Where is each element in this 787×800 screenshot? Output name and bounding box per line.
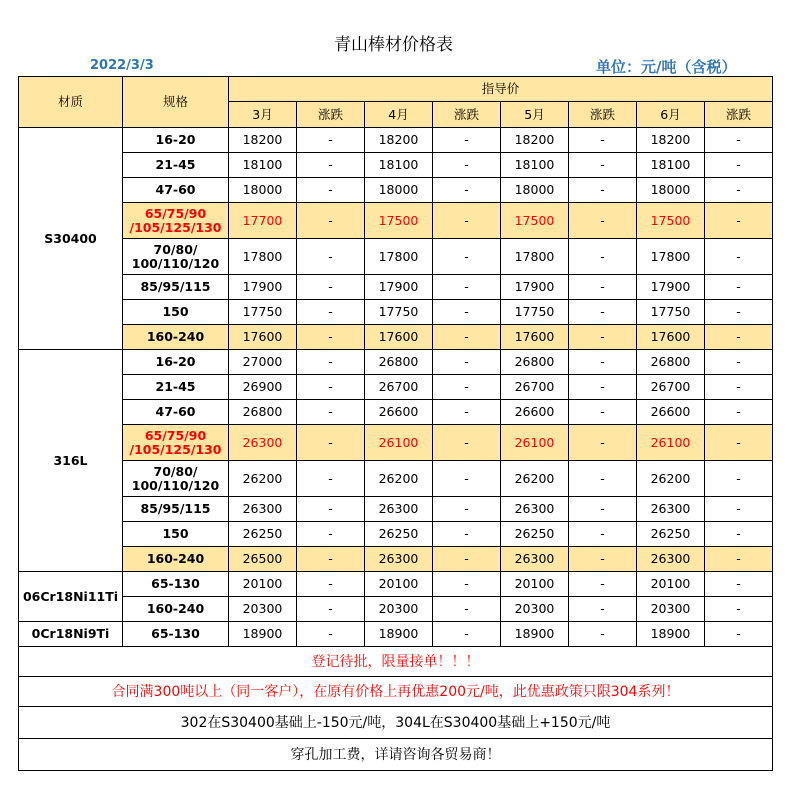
table-row — [19, 203, 773, 239]
spec-cell: 65-130 — [123, 622, 229, 647]
change-cell: - — [433, 128, 501, 153]
change-cell: - — [433, 597, 501, 622]
change-cell: - — [297, 522, 365, 547]
price-cell: 26250 — [637, 522, 705, 547]
price-cell: 26300 — [229, 497, 297, 522]
change-cell: - — [569, 350, 637, 375]
price-cell: 26300 — [365, 547, 433, 572]
change-cell: - — [297, 325, 365, 350]
spec-cell: 85/95/115 — [123, 497, 229, 522]
change-cell: - — [569, 239, 637, 275]
spec-cell: 160-240 — [123, 325, 229, 350]
change-cell: - — [705, 622, 773, 647]
price-cell: 26250 — [365, 522, 433, 547]
price-cell: 17500 — [365, 203, 433, 239]
header-change: 涨跌 — [433, 102, 501, 128]
price-cell: 20100 — [637, 572, 705, 597]
table-row — [19, 461, 773, 497]
change-cell: - — [433, 547, 501, 572]
change-cell: - — [569, 547, 637, 572]
table-row — [19, 597, 773, 622]
table-row — [19, 275, 773, 300]
price-cell: 26800 — [365, 350, 433, 375]
change-cell: - — [433, 497, 501, 522]
price-cell: 17600 — [365, 325, 433, 350]
price-cell: 20100 — [365, 572, 433, 597]
header-month: 4月 — [365, 102, 433, 128]
change-cell: - — [569, 522, 637, 547]
price-cell: 18200 — [229, 128, 297, 153]
price-cell: 26300 — [637, 497, 705, 522]
unit-label: 单位：元/吨（含税） — [596, 58, 737, 76]
price-cell: 17900 — [229, 275, 297, 300]
price-cell: 26800 — [501, 350, 569, 375]
price-cell: 17600 — [637, 325, 705, 350]
spec-cell: 47-60 — [123, 400, 229, 425]
change-cell: - — [569, 128, 637, 153]
price-cell: 26700 — [637, 375, 705, 400]
note-text: 302在S30400基础上-150元/吨，304L在S30400基础上+150元/吨 — [19, 707, 773, 739]
change-cell: - — [297, 203, 365, 239]
price-cell: 26800 — [229, 400, 297, 425]
price-cell: 17800 — [365, 239, 433, 275]
spec-cell: 65/75/90 /105/125/130 — [123, 203, 229, 239]
spec-cell: 70/80/ 100/110/120 — [123, 239, 229, 275]
header-change: 涨跌 — [705, 102, 773, 128]
change-cell: - — [705, 400, 773, 425]
header-guide-price: 指导价 — [229, 77, 773, 102]
change-cell: - — [297, 153, 365, 178]
price-cell: 17500 — [637, 203, 705, 239]
header-row-1 — [19, 77, 773, 102]
change-cell: - — [705, 239, 773, 275]
change-cell: - — [297, 128, 365, 153]
change-cell: - — [297, 461, 365, 497]
change-cell: - — [297, 497, 365, 522]
change-cell: - — [297, 239, 365, 275]
price-cell: 26200 — [637, 461, 705, 497]
change-cell: - — [433, 300, 501, 325]
change-cell: - — [297, 400, 365, 425]
price-cell: 26300 — [229, 425, 297, 461]
price-cell: 26300 — [637, 547, 705, 572]
change-cell: - — [569, 425, 637, 461]
spec-cell: 16-20 — [123, 128, 229, 153]
price-cell: 17500 — [501, 203, 569, 239]
change-cell: - — [705, 350, 773, 375]
change-cell: - — [297, 178, 365, 203]
price-cell: 26200 — [365, 461, 433, 497]
change-cell: - — [433, 461, 501, 497]
table-row — [19, 497, 773, 522]
price-cell: 18100 — [501, 153, 569, 178]
note-text: 登记待批，限量接单！！！ — [19, 647, 773, 677]
price-cell: 26100 — [637, 425, 705, 461]
table-row — [19, 350, 773, 375]
change-cell: - — [569, 400, 637, 425]
change-cell: - — [433, 275, 501, 300]
price-cell: 18000 — [501, 178, 569, 203]
price-cell: 26800 — [637, 350, 705, 375]
table-row — [19, 522, 773, 547]
header-change: 涨跌 — [569, 102, 637, 128]
price-cell: 17900 — [501, 275, 569, 300]
material-cell: S30400 — [19, 128, 123, 350]
price-cell: 17750 — [637, 300, 705, 325]
price-cell: 18200 — [637, 128, 705, 153]
price-cell: 26300 — [501, 497, 569, 522]
price-cell: 26250 — [501, 522, 569, 547]
change-cell: - — [705, 375, 773, 400]
table-row — [19, 572, 773, 597]
price-cell: 18900 — [637, 622, 705, 647]
price-cell: 20300 — [229, 597, 297, 622]
material-cell: 06Cr18Ni11Ti — [19, 572, 123, 622]
price-cell: 26200 — [501, 461, 569, 497]
price-cell: 20300 — [365, 597, 433, 622]
spec-cell: 150 — [123, 300, 229, 325]
price-cell: 17600 — [501, 325, 569, 350]
spec-cell: 65-130 — [123, 572, 229, 597]
table-row — [19, 325, 773, 350]
material-cell: 0Cr18Ni9Ti — [19, 622, 123, 647]
table-row — [19, 375, 773, 400]
change-cell: - — [705, 178, 773, 203]
price-cell: 17800 — [637, 239, 705, 275]
change-cell: - — [297, 375, 365, 400]
price-cell: 26600 — [637, 400, 705, 425]
note-row — [19, 677, 773, 707]
change-cell: - — [569, 497, 637, 522]
change-cell: - — [705, 300, 773, 325]
table-row — [19, 300, 773, 325]
price-cell: 20300 — [501, 597, 569, 622]
price-table — [18, 76, 773, 771]
note-text: 合同满300吨以上（同一客户），在原有价格上再优惠200元/吨，此优惠政策只限304系列！ — [19, 677, 773, 707]
note-row — [19, 739, 773, 771]
price-cell: 26600 — [501, 400, 569, 425]
price-cell: 18900 — [501, 622, 569, 647]
change-cell: - — [297, 275, 365, 300]
price-cell: 26100 — [365, 425, 433, 461]
spec-cell: 85/95/115 — [123, 275, 229, 300]
change-cell: - — [705, 461, 773, 497]
table-row — [19, 547, 773, 572]
price-cell: 20300 — [637, 597, 705, 622]
price-cell: 17750 — [365, 300, 433, 325]
note-text: 穿孔加工费，详请咨询各贸易商！ — [19, 739, 773, 771]
table-row — [19, 425, 773, 461]
change-cell: - — [705, 325, 773, 350]
change-cell: - — [569, 375, 637, 400]
price-cell: 18900 — [229, 622, 297, 647]
change-cell: - — [433, 425, 501, 461]
change-cell: - — [297, 350, 365, 375]
change-cell: - — [705, 522, 773, 547]
change-cell: - — [433, 572, 501, 597]
change-cell: - — [433, 239, 501, 275]
price-cell: 18000 — [365, 178, 433, 203]
change-cell: - — [569, 203, 637, 239]
change-cell: - — [433, 350, 501, 375]
note-row — [19, 647, 773, 677]
header-month: 5月 — [501, 102, 569, 128]
price-cell: 26700 — [365, 375, 433, 400]
change-cell: - — [569, 622, 637, 647]
price-cell: 17700 — [229, 203, 297, 239]
spec-cell: 70/80/ 100/110/120 — [123, 461, 229, 497]
change-cell: - — [705, 275, 773, 300]
change-cell: - — [433, 522, 501, 547]
price-cell: 17750 — [501, 300, 569, 325]
header-month: 3月 — [229, 102, 297, 128]
change-cell: - — [433, 203, 501, 239]
price-cell: 26900 — [229, 375, 297, 400]
spec-cell: 150 — [123, 522, 229, 547]
price-cell: 17800 — [501, 239, 569, 275]
change-cell: - — [569, 325, 637, 350]
change-cell: - — [569, 153, 637, 178]
change-cell: - — [705, 597, 773, 622]
price-cell: 26700 — [501, 375, 569, 400]
price-cell: 20100 — [501, 572, 569, 597]
change-cell: - — [705, 203, 773, 239]
price-cell: 18200 — [501, 128, 569, 153]
price-cell: 17800 — [229, 239, 297, 275]
spec-cell: 160-240 — [123, 597, 229, 622]
change-cell: - — [433, 178, 501, 203]
spec-cell: 65/75/90 /105/125/130 — [123, 425, 229, 461]
price-cell: 26250 — [229, 522, 297, 547]
table-row — [19, 178, 773, 203]
spec-cell: 16-20 — [123, 350, 229, 375]
price-cell: 17600 — [229, 325, 297, 350]
price-cell: 17750 — [229, 300, 297, 325]
spec-cell: 21-45 — [123, 153, 229, 178]
table-row — [19, 128, 773, 153]
change-cell: - — [705, 497, 773, 522]
price-cell: 18000 — [229, 178, 297, 203]
spec-cell: 21-45 — [123, 375, 229, 400]
change-cell: - — [705, 425, 773, 461]
change-cell: - — [569, 178, 637, 203]
price-cell: 26300 — [365, 497, 433, 522]
table-row — [19, 400, 773, 425]
price-cell: 18100 — [637, 153, 705, 178]
note-row — [19, 707, 773, 739]
change-cell: - — [433, 375, 501, 400]
header-month: 6月 — [637, 102, 705, 128]
change-cell: - — [433, 400, 501, 425]
price-cell: 17900 — [637, 275, 705, 300]
change-cell: - — [705, 153, 773, 178]
change-cell: - — [297, 300, 365, 325]
material-cell: 316L — [19, 350, 123, 572]
change-cell: - — [705, 547, 773, 572]
page-title: 青山棒材价格表 — [334, 35, 453, 55]
change-cell: - — [569, 572, 637, 597]
change-cell: - — [705, 572, 773, 597]
date-label: 2022/3/3 — [90, 58, 154, 73]
header-change: 涨跌 — [297, 102, 365, 128]
price-cell: 26300 — [501, 547, 569, 572]
change-cell: - — [297, 597, 365, 622]
price-cell: 18100 — [229, 153, 297, 178]
change-cell: - — [433, 153, 501, 178]
change-cell: - — [569, 461, 637, 497]
table-row — [19, 153, 773, 178]
table-row — [19, 622, 773, 647]
price-cell: 26100 — [501, 425, 569, 461]
change-cell: - — [569, 597, 637, 622]
spec-cell: 160-240 — [123, 547, 229, 572]
change-cell: - — [433, 325, 501, 350]
price-cell: 18000 — [637, 178, 705, 203]
price-cell: 20100 — [229, 572, 297, 597]
change-cell: - — [569, 275, 637, 300]
change-cell: - — [433, 622, 501, 647]
price-cell: 17900 — [365, 275, 433, 300]
change-cell: - — [297, 547, 365, 572]
header-material: 材质 — [19, 77, 123, 128]
change-cell: - — [297, 425, 365, 461]
price-cell: 18200 — [365, 128, 433, 153]
price-cell: 26500 — [229, 547, 297, 572]
change-cell: - — [297, 622, 365, 647]
price-cell: 18100 — [365, 153, 433, 178]
change-cell: - — [705, 128, 773, 153]
price-cell: 27000 — [229, 350, 297, 375]
spec-cell: 47-60 — [123, 178, 229, 203]
price-cell: 26200 — [229, 461, 297, 497]
price-cell: 26600 — [365, 400, 433, 425]
price-cell: 18900 — [365, 622, 433, 647]
change-cell: - — [297, 572, 365, 597]
change-cell: - — [569, 300, 637, 325]
table-row — [19, 239, 773, 275]
header-spec: 规格 — [123, 77, 229, 128]
